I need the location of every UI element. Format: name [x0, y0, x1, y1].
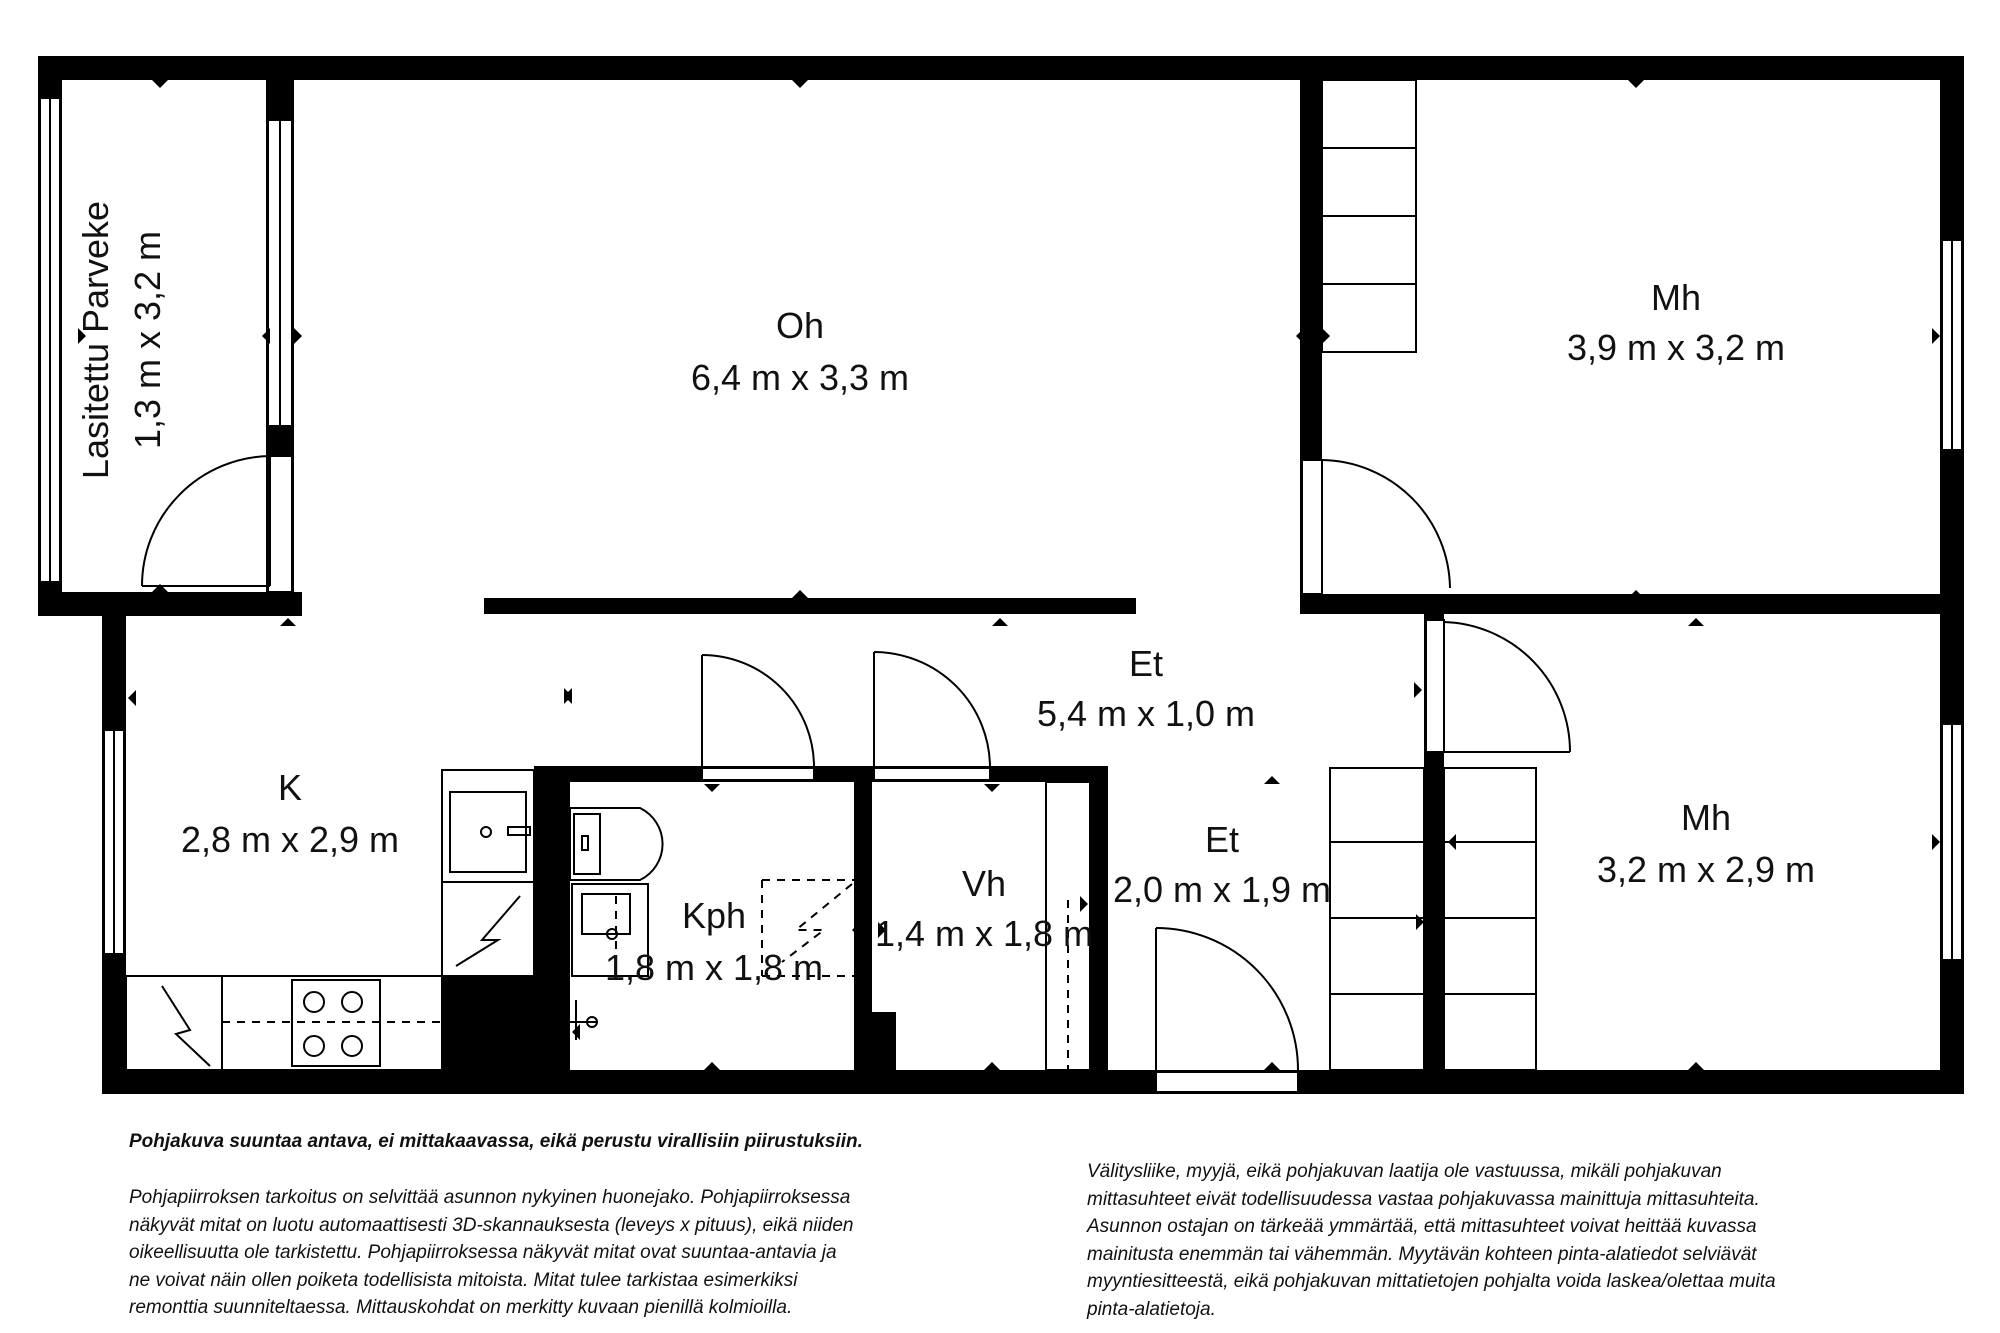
disclaimer-title: Pohjakuva suuntaa antava, ei mittakaavassa, eikä perustu virallisiin piirustuksiin. — [129, 1131, 863, 1152]
room-size-bedroom-bottom: 3,2 m x 2,9 m — [1596, 849, 1816, 890]
room-name-entry: Et — [1204, 819, 1240, 860]
room-name-bedroom-top: Mh — [1650, 277, 1702, 318]
room-name-bathroom: Kph — [681, 895, 747, 936]
closets — [1046, 80, 1536, 1070]
disclaimer-right: Välitysliike, myyjä, eikä pohjakuvan laatija ole vastuussa, mikäli pohjakuvan mittasuhteet eivät todellisuudessa vastaa pohjakuvassa mainittuja mittasuhteita. Asunnon ostajan on tärkeää ymmärtää, että mittasuhteet voivat heittää kuvassa mainitusta enemmän tai vähemmän. Myytävän kohteen pinta-alatiedot selviävät myyntiesitteestä, eikä pohjakuvan mittatietojen pohjalta voida laskea/olettaa muita pinta-alatietoja. — [1087, 1161, 1776, 1320]
room-size-kitchen: 2,8 m x 2,9 m — [180, 819, 400, 860]
room-size-wardrobe: 1,4 m x 1,8 m — [874, 913, 1094, 954]
room-name-balcony: Lasitettu Parveke — [75, 200, 116, 480]
room-name-wardrobe: Vh — [961, 863, 1007, 904]
room-name-kitchen: K — [277, 767, 303, 808]
disclaimer-left: Pohjapiirroksen tarkoitus on selvittää asunnon nykyinen huonejako. Pohjapiirroksessa näkyvät mitat on luotu automaattisesti 3D-skannauksesta (leveys x pituus), eikä niiden oikeellisuutta ole tarkistettu. Pohjapiirroksessa näkyvät mitat ovat suuntaa-antavia ja ne voivat näin ollen poiketa todellisista mitoista. Mitat tulee tarkistaa esimerkiksi remonttia suunniteltaessa. Mittauskohdat on merkitty kuvaan pienillä kolmioilla. — [129, 1187, 854, 1318]
room-name-hall: Et — [1128, 643, 1164, 684]
room-name-living: Oh — [775, 305, 825, 346]
room-size-balcony: 1,3 m x 3,2 m — [127, 230, 168, 450]
room-size-entry: 2,0 m x 1,9 m — [1112, 869, 1332, 910]
room-size-bathroom: 1,8 m x 1,8 m — [604, 947, 824, 988]
room-name-bedroom-bottom: Mh — [1680, 797, 1732, 838]
room-size-hall: 5,4 m x 1,0 m — [1036, 693, 1256, 734]
room-size-living: 6,4 m x 3,3 m — [690, 357, 910, 398]
room-size-bedroom-top: 3,9 m x 3,2 m — [1566, 327, 1786, 368]
